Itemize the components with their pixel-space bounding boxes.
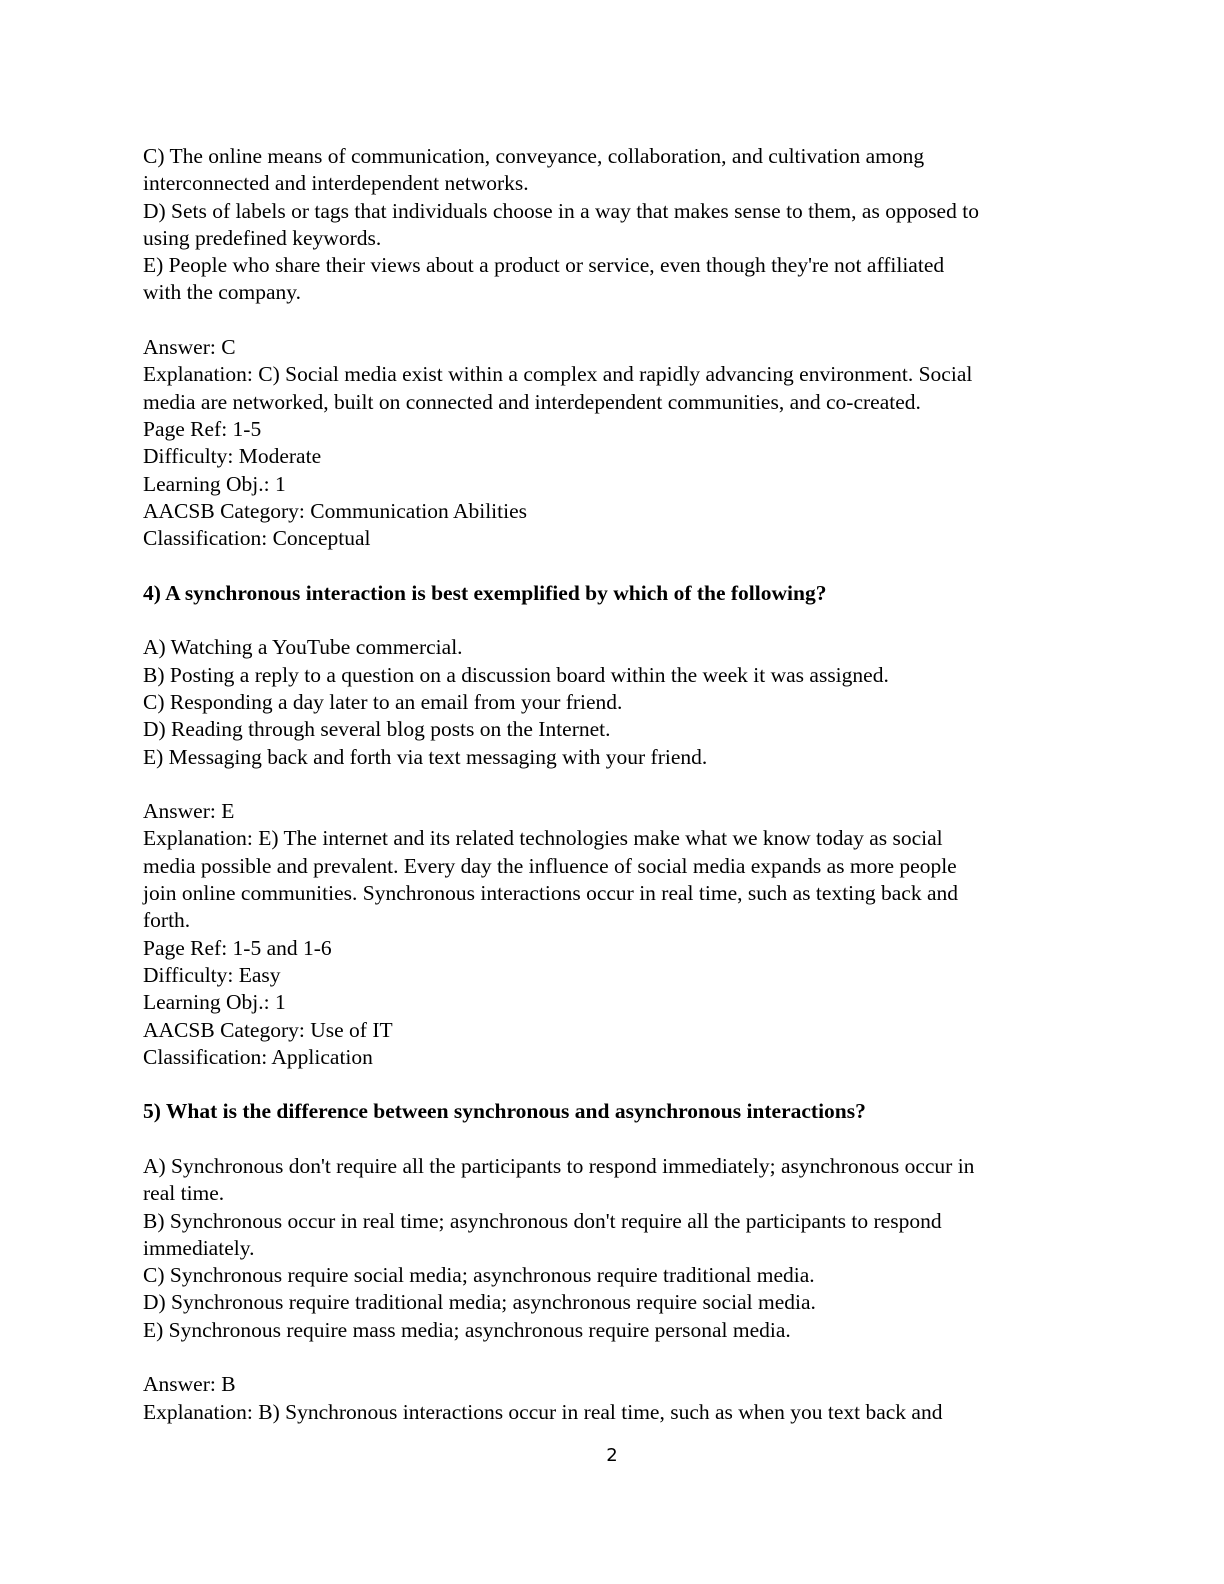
option-line: E) People who share their views about a product or service, even though they're not affiliated — [143, 253, 945, 278]
option-c: C) Responding a day later to an email from your friend. — [143, 689, 623, 714]
page-ref: Page Ref: 1-5 and 1-6 — [143, 935, 332, 960]
page-number: 2 — [606, 1445, 618, 1466]
option-line: A) Synchronous don't require all the participants to respond immediately; asynchronous occur in — [143, 1153, 975, 1178]
spacer — [143, 552, 1078, 579]
option-b: B) Posting a reply to a question on a discussion board within the week it was assigned. — [143, 662, 889, 687]
spacer — [143, 1126, 1078, 1153]
spacer — [143, 1344, 1078, 1371]
option-line: immediately. — [143, 1235, 255, 1260]
page-ref: Page Ref: 1-5 — [143, 416, 262, 441]
option-line: C) The online means of communication, conveyance, collaboration, and cultivation among — [143, 144, 925, 168]
option-line: real time. — [143, 1181, 225, 1206]
explanation-line: media are networked, built on connected and interdependent communities, and co-created. — [143, 389, 921, 414]
prev-question-options — [143, 143, 1078, 307]
question-4-options — [143, 634, 1078, 770]
classification: Classification: Application — [143, 1044, 373, 1069]
answer-text: Answer: E — [143, 799, 235, 824]
answer-text: Answer: C — [143, 335, 236, 360]
difficulty: Difficulty: Moderate — [143, 444, 322, 469]
answer-text: Answer: B — [143, 1372, 236, 1397]
question-5-text: 5) What is the difference between synchronous and asynchronous interactions? — [143, 1099, 866, 1124]
option-e: E) Messaging back and forth via text messaging with your friend. — [143, 744, 708, 769]
option-d: D) Reading through several blog posts on the Internet. — [143, 717, 611, 742]
question-4-text: 4) A synchronous interaction is best exemplified by which of the following? — [143, 580, 827, 605]
aacsb-category: AACSB Category: Communication Abilities — [143, 498, 528, 523]
question-5-options — [143, 1153, 1078, 1344]
difficulty: Difficulty: Easy — [143, 962, 281, 987]
aacsb-category: AACSB Category: Use of IT — [143, 1017, 393, 1042]
spacer — [143, 771, 1078, 798]
option-line: E) Synchronous require mass media; asynchronous require personal media. — [143, 1317, 791, 1342]
learning-objective: Learning Obj.: 1 — [143, 471, 286, 496]
option-line: B) Synchronous occur in real time; asynchronous don't require all the participants to respond — [143, 1208, 942, 1233]
learning-objective: Learning Obj.: 1 — [143, 990, 286, 1015]
option-line: C) Synchronous require social media; asynchronous require traditional media. — [143, 1263, 815, 1288]
explanation-line: media possible and prevalent. Every day the influence of social media expands as more people — [143, 853, 957, 878]
spacer — [143, 307, 1078, 334]
option-line: D) Sets of labels or tags that individuals choose in a way that makes sense to them, as opposed to — [143, 198, 979, 223]
classification: Classification: Conceptual — [143, 526, 371, 551]
explanation-line: Explanation: E) The internet and its related technologies make what we know today as social — [143, 826, 943, 851]
spacer — [143, 607, 1078, 634]
prev-question-answer-block — [143, 334, 1078, 552]
option-line: using predefined keywords. — [143, 225, 382, 250]
question-4-answer-block — [143, 798, 1078, 1071]
explanation-line: forth. — [143, 908, 191, 933]
explanation-line: Explanation: C) Social media exist within a complex and rapidly advancing environment. Social — [143, 362, 973, 387]
option-line: with the company. — [143, 280, 302, 305]
spacer — [143, 1071, 1078, 1098]
option-line: interconnected and interdependent networks. — [143, 171, 529, 196]
document-body — [143, 143, 1078, 1426]
option-a: A) Watching a YouTube commercial. — [143, 635, 463, 660]
question-5-answer-block — [143, 1371, 1078, 1426]
explanation-line: Explanation: B) Synchronous interactions occur in real time, such as when you text back and — [143, 1399, 943, 1424]
option-line: D) Synchronous require traditional media; asynchronous require social media. — [143, 1290, 816, 1315]
explanation-line: join online communities. Synchronous interactions occur in real time, such as texting back and — [143, 881, 959, 906]
